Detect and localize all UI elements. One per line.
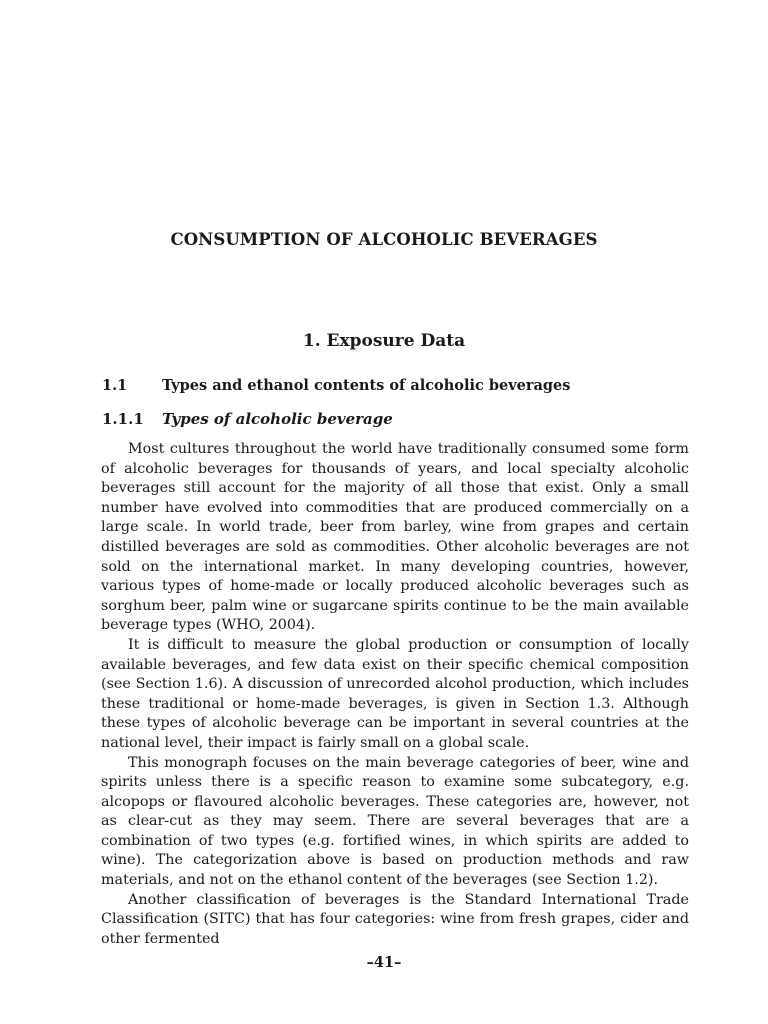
paragraph: Most cultures throughout the world have traditionally consumed some form of alcoholic beverages for thousands of years, and local specialty alcoholic beverages still account for the majority of all those that exist. Only a small number have evolved into commodities that are produced commercially on a large scale. In world trade, beer from barley, wine from grapes and certain distilled beverages are sold as commodities. Other alcoholic beverages are not sold on the international market. In many developing countries, however, various types of home-made or locally produced alcoholic beverages such as sorghum beer, palm wine or sugarcane spirits continue to be the main available beverage types (WHO, 2004). [101,441,689,634]
body-text [101,440,689,949]
subsection-heading [102,377,570,394]
subsection-title: Types and ethanol contents of alcoholic beverages [162,377,571,394]
document-title: CONSUMPTION OF ALCOHOLIC BEVERAGES [170,230,598,249]
subsubsection-number: 1.1.1 [102,410,144,428]
paragraph: It is difficult to measure the global production or consumption of locally available beverages, and few data exist on their specific chemical composition (see Section 1.6). A discussion of unrecorded alcohol production, which includes these traditional or home-made beverages, is given in Section 1.3. Although these types of alcoholic beverage can be important in several countries at the national level, their impact is fairly small on a global scale. [101,636,689,751]
page-number: –41– [366,954,402,971]
subsection-number: 1.1 [102,377,128,394]
subsubsection-heading [102,410,393,428]
paragraph: This monograph focuses on the main beverage categories of beer, wine and spirits unless there is a specific reason to examine some subcategory, e.g. alcopops or flavoured alcoholic beverages. These categories are, however, not as clear-cut as they may seem. There are several beverages that are a combination of two types (e.g. fortified wines, in which spirits are added to wine). The categorization above is based on production methods and raw materials, and not on the ethanol content of the beverages (see Section 1.2). [101,754,689,889]
section-heading: 1. Exposure Data [302,331,466,351]
paragraph: Another classification of beverages is the Standard International Trade Classification (SITC) that has four categories: wine from fresh grapes, cider and other fermented [101,891,689,947]
subsubsection-title: Types of alcoholic beverage [162,410,393,428]
